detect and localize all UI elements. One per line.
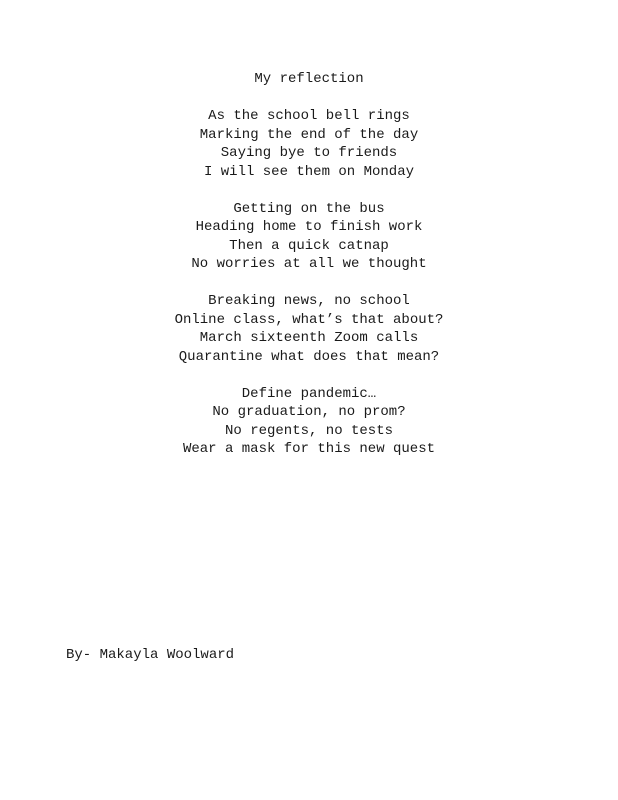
poem-line: Define pandemic… — [241, 385, 377, 402]
stanza-4 — [0, 385, 618, 459]
poem-line: Quarantine what does that mean? — [178, 348, 440, 365]
poem-line: Online class, what’s that about? — [174, 311, 444, 328]
poem-title: My reflection — [254, 71, 364, 87]
poem-line: March sixteenth Zoom calls — [199, 330, 419, 346]
stanza-3 — [0, 292, 618, 366]
stanza-2 — [0, 200, 618, 274]
poem-line: Then a quick catnap — [229, 237, 389, 254]
poem-line: Breaking news, no school — [208, 293, 410, 309]
poem-line: No worries at all we thought — [191, 256, 427, 272]
poem-line: Wear a mask for this new quest — [182, 441, 436, 457]
poem-line: I will see them on Monday — [203, 163, 415, 180]
stanza-1 — [0, 107, 618, 181]
poem — [0, 70, 618, 477]
poem-line: No regents, no tests — [224, 422, 394, 439]
poem-line: Saying bye to friends — [220, 145, 398, 161]
poem-line: Marking the end of the day — [199, 126, 419, 143]
poem-line: No graduation, no prom? — [212, 404, 406, 420]
poem-line: Heading home to finish work — [195, 219, 423, 235]
author-byline: By- Makayla Woolward — [66, 647, 235, 663]
poem-line: As the school bell rings — [208, 108, 410, 124]
poem-line: Getting on the bus — [233, 200, 385, 217]
